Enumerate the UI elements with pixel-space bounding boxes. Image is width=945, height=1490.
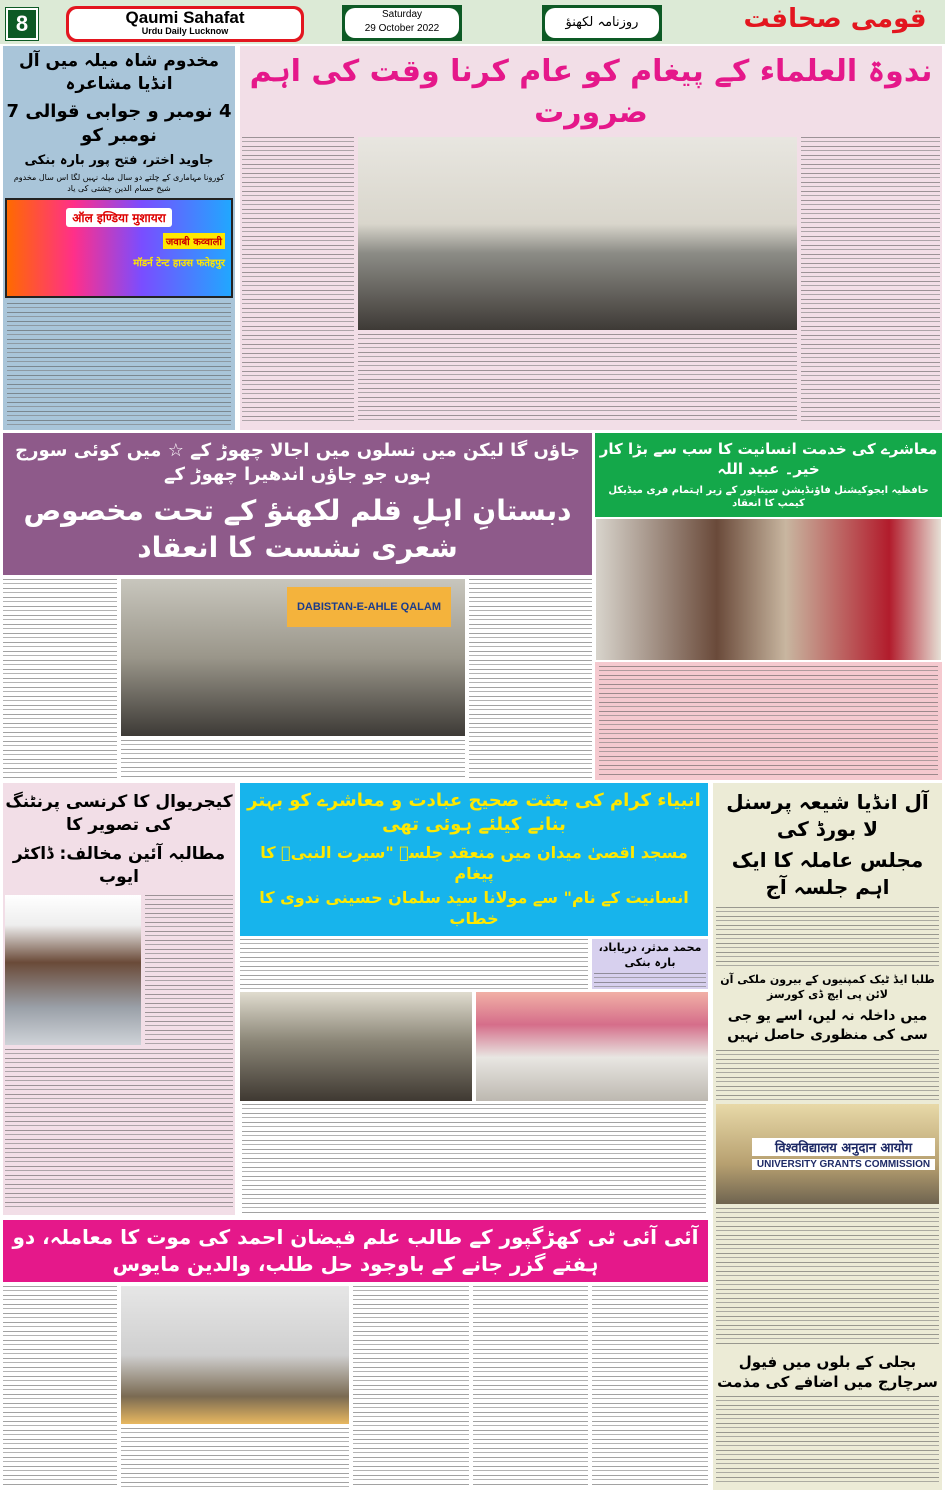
- ugc-headline-1: طلبا ایڈ ٹیک کمپنیوں کے بیرون ملکی آن لائن پی ایچ ڈی کورسز: [720, 973, 935, 1001]
- jalsa-stage-photo: [476, 992, 708, 1101]
- dabistan-couplet: جاؤں گا لیکن میں نسلوں میں اجالا چھوڑ کے ☆ میں کوئی سورج ہوں جو جاؤں اندھیرا چھوڑ کے: [15, 440, 580, 486]
- khidmat-headline: معاشرے کی خدمت انسانیت کا سب سے بڑا کار خیر۔ عبید اللہ: [599, 440, 938, 479]
- dabistan-photo: [121, 579, 465, 736]
- anbiya-headline-3: انسانیت کے نام" سے مولانا سید سلمان حسینی ندوی کا خطاب: [259, 887, 689, 929]
- ugc-body: [716, 1208, 939, 1345]
- iit-story: [3, 1220, 708, 1488]
- ugc-sign-hindi: विश्वविद्यालय अनुदान आयोग: [752, 1138, 935, 1156]
- khidmat-story: [595, 433, 942, 780]
- khidmat-headline-box: [595, 433, 942, 517]
- dabistan-story: [3, 433, 592, 780]
- page-number: 8: [6, 8, 38, 40]
- poster-title: ऑल इण्डिया मुशायरा: [66, 208, 171, 227]
- nadwa-body-col: [242, 137, 354, 424]
- bijli-headline: بجلی کے بلوں میں فیول سرچارج میں اضافے کی مذمت: [717, 1352, 938, 1391]
- khidmat-body: [595, 662, 942, 780]
- dabistan-body: [121, 740, 465, 780]
- nadwa-headline: ندوۃ العلماء کے پیغام کو عام کرنا وقت کی اہم ضرورت: [249, 54, 933, 130]
- candle-vigil-photo: [121, 1286, 349, 1424]
- dabistan-banner: DABISTAN-E-AHLE QALAM: [287, 587, 451, 627]
- medical-camp-photo: [596, 519, 941, 661]
- iit-body-col: [473, 1286, 589, 1488]
- anbiya-byline: محمد مدثر، دریاباد، بارہ بنکی: [598, 940, 702, 969]
- iit-body-col: [592, 1286, 708, 1488]
- brand-subtitle: Urdu Daily Lucknow: [141, 26, 229, 36]
- anbiya-byline-box: [592, 939, 708, 989]
- iit-headline-box: [3, 1220, 708, 1282]
- ugc-photo: [716, 1104, 939, 1204]
- brand-name: Qaumi Sahafat: [125, 8, 245, 27]
- anbiya-story: [240, 783, 708, 1215]
- nadwa-photo: [358, 137, 797, 330]
- nadwa-columns: [242, 137, 940, 424]
- anbiya-headline-1: انبیاء کرام کی بعثت صحیح عبادت و معاشرے کو بہتر بنانے کیلئے ہوئی تھی: [247, 790, 701, 836]
- kejriwal-body: [145, 895, 233, 1045]
- iit-body-col: [353, 1286, 469, 1488]
- kejriwal-body: [5, 1049, 233, 1211]
- brand-box: [66, 6, 304, 42]
- dr-ayub-photo: [5, 895, 141, 1045]
- mushaira-subhead: کورونا مہاماری کے چلتے دو سال میلہ نہیں لگا اس سال مخدوم شیخ حسام الدین چشتی کی یاد: [13, 173, 225, 193]
- mushaira-headline-1: مخدوم شاہ میلہ میں آل انڈیا مشاعرہ: [18, 51, 220, 94]
- poster-qawwali: जवाबी कव्वाली: [163, 233, 225, 249]
- date: 29 October 2022: [364, 23, 440, 34]
- iit-body: [121, 1428, 349, 1488]
- dabistan-headline-box: [3, 433, 592, 575]
- iit-columns: [3, 1286, 708, 1488]
- roznama-text: روزنامہ لکھنؤ: [545, 8, 659, 38]
- mushaira-byline: جاوید اختر، فتح پور بارہ بنکی: [24, 153, 214, 169]
- kejriwal-story: [3, 783, 235, 1215]
- kejriwal-top: [5, 895, 233, 1045]
- kejriwal-headline-1: کیجریوال کا کرنسی پرنٹنگ کی تصویر کا: [5, 792, 233, 835]
- anbiya-body: [242, 1104, 706, 1213]
- ugc-sign-english: UNIVERSITY GRANTS COMMISSION: [752, 1159, 935, 1170]
- mushaira-headline-2: 4 نومبر و جوابی قوالی 7 نومبر کو: [6, 100, 232, 147]
- ugc-body: [716, 1050, 939, 1100]
- dabistan-headline: دبستانِ اہلِ قلم لکھنؤ کے تحت مخصوص شعری نشست کا انعقاد: [23, 493, 572, 565]
- dabistan-columns: [3, 579, 592, 780]
- dabistan-body-col: [469, 579, 592, 780]
- mushaira-body: [7, 303, 231, 426]
- jalsa-crowd-photo: [240, 992, 472, 1101]
- iit-center: [121, 1286, 349, 1488]
- anbiya-byline-row: [240, 939, 708, 989]
- poster-tent: मॉडर्न टेन्ट हाउस फतेहपुर: [133, 257, 225, 269]
- khidmat-subhead: حافظیہ ایجوکیشنل فاؤنڈیشن سیتاپور کے زیر اہتمام فری میڈیکل کیمپ کا انعقاد: [608, 484, 929, 509]
- date-box: [342, 5, 462, 41]
- nadwa-body-col: [358, 334, 797, 424]
- dabistan-body-col: [3, 579, 117, 780]
- nadwa-body-col: [801, 137, 940, 424]
- right-column: [713, 783, 942, 1490]
- mushaira-poster: [5, 198, 233, 298]
- shia-board-headline-2: مجلس عاملہ کا ایک اہم جلسہ آج: [731, 848, 924, 899]
- day: Saturday: [381, 9, 423, 20]
- bijli-body: [716, 1396, 939, 1486]
- anbiya-headline-2: مسجد اقصیٰ میدان میں منعقد جلسہ "سیرت النبیؐ کا پیغام: [260, 842, 688, 884]
- nadwa-center: [358, 137, 797, 424]
- shia-board-body: [716, 907, 939, 967]
- dabistan-center: [121, 579, 465, 780]
- urdu-logo: قومی صحافت: [743, 4, 927, 34]
- iit-body-col: [3, 1286, 117, 1488]
- kejriwal-headline-2: مطالبہ آئین مخالف: ڈاکٹر ایوب: [12, 843, 226, 887]
- shia-board-headline-1: آل انڈیا شیعہ پرسنل لا بورڈ کی: [726, 790, 929, 841]
- anbiya-photos: [240, 992, 708, 1101]
- roznama-box: [542, 5, 662, 41]
- nadwa-story: [240, 46, 942, 430]
- mushaira-story: [3, 46, 235, 430]
- iit-headline: آئی آئی ٹی کھڑگپور کے طالب علم فیضان احمد کی موت کا معاملہ، دو ہفتے گزر جانے کے باوجود حل طلب، والدین مایوس: [12, 1225, 699, 1276]
- anbiya-headline-box: [240, 783, 708, 936]
- anbiya-body: [240, 939, 588, 989]
- ugc-headline-2: میں داخلہ نہ لیں، اسے یو جی سی کی منظوری حاصل نہیں: [727, 1007, 928, 1043]
